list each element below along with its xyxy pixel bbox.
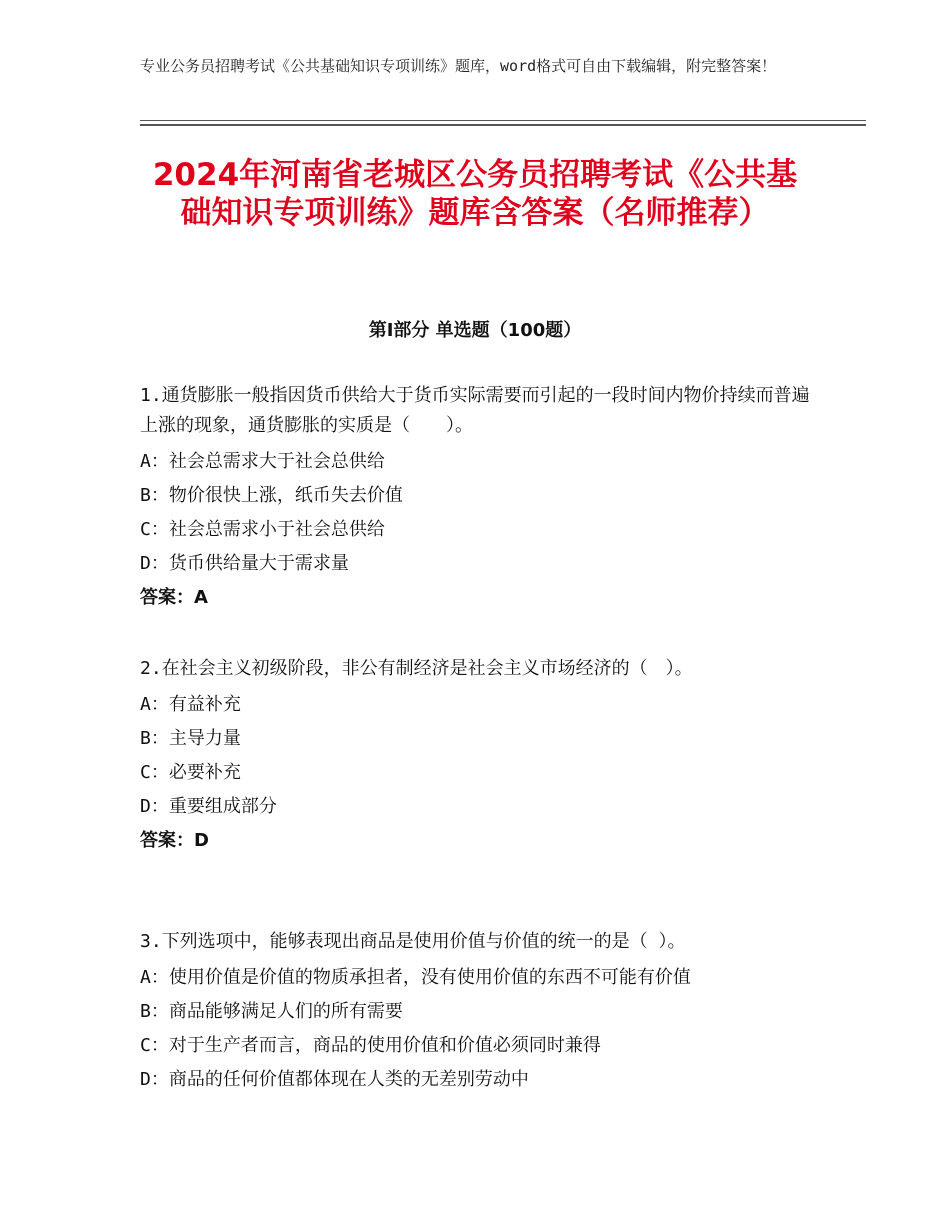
option-b: B：主导力量	[140, 728, 241, 749]
option-a: A：社会总需求大于社会总供给	[140, 451, 385, 472]
question-stem: 1.通货膨胀一般指因货币供给大于货币实际需要而引起的一段时间内物价持续而普遍上涨的现象，通货膨胀的实质是（ ）。	[140, 385, 810, 436]
option-d: D：重要组成部分	[140, 796, 277, 817]
option-c: C：社会总需求小于社会总供给	[140, 519, 385, 540]
option-c: C：对于生产者而言，商品的使用价值和价值必须同时兼得	[140, 1035, 601, 1056]
question-3	[140, 927, 820, 1097]
question-1	[140, 381, 820, 615]
option-c: C：必要补充	[140, 762, 241, 783]
option-b: B：物价很快上涨，纸币失去价值	[140, 485, 403, 506]
header-note: 专业公务员招聘考试《公共基础知识专项训练》题库，word格式可自由下载编辑，附完整答案！	[140, 57, 777, 75]
document-title: 2024年河南省老城区公务员招聘考试《公共基础知识专项训练》题库含答案（名师推荐）	[152, 157, 798, 231]
header-rule-line-thick	[140, 124, 866, 126]
header-rule	[140, 120, 866, 126]
question-2	[140, 654, 820, 858]
header-rule-line-thin	[140, 120, 866, 121]
answer: 答案：A	[140, 587, 208, 608]
question-stem: 3.下列选项中，能够表现出商品是使用价值与价值的统一的是（ ）。	[140, 931, 686, 952]
option-a: A：有益补充	[140, 694, 241, 715]
option-a: A：使用价值是价值的物质承担者，没有使用价值的东西不可能有价值	[140, 967, 691, 988]
option-b: B：商品能够满足人们的所有需要	[140, 1001, 403, 1022]
answer: 答案：D	[140, 830, 209, 851]
question-stem: 2.在社会主义初级阶段，非公有制经济是社会主义市场经济的（ ）。	[140, 658, 693, 679]
part-title: 第I部分 单选题（100题）	[368, 320, 582, 341]
option-d: D：货币供给量大于需求量	[140, 553, 349, 574]
option-d: D：商品的任何价值都体现在人类的无差别劳动中	[140, 1069, 529, 1090]
